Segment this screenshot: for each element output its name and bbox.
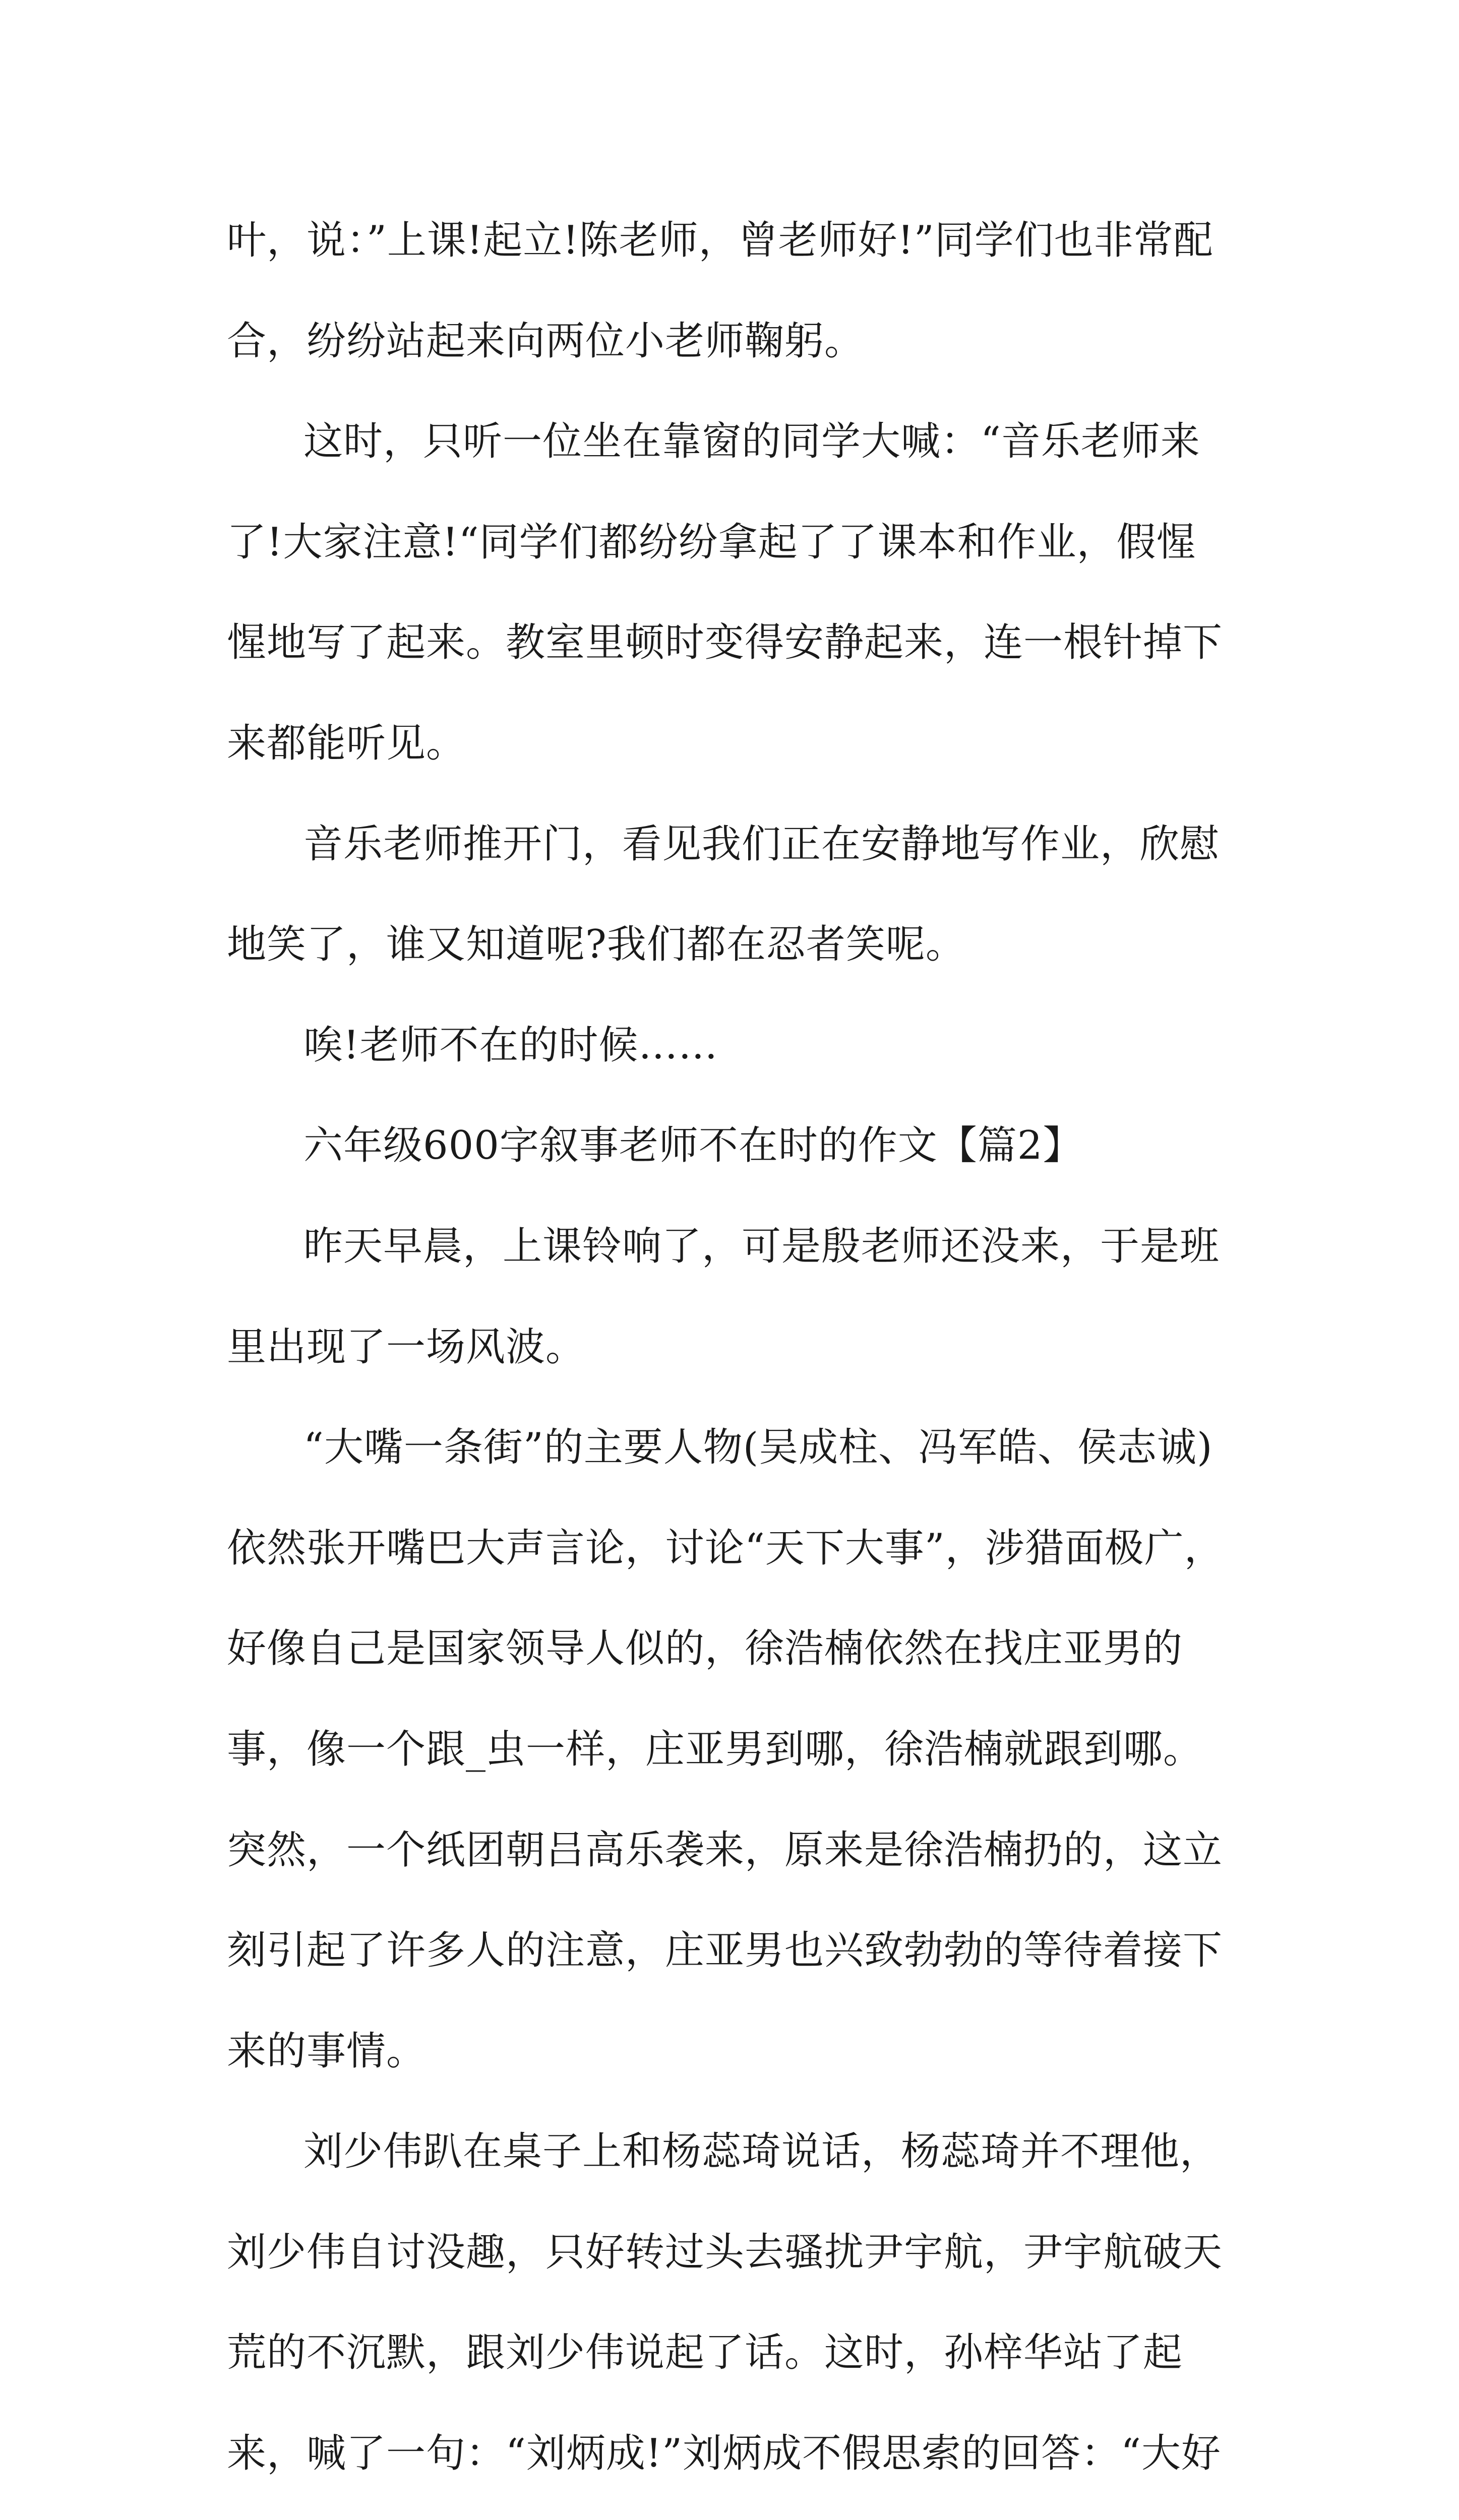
paragraph-4: 唉!老师不在的时候……: [303, 1022, 718, 1068]
paragraph-3: 音乐老师推开门，看见我们正在安静地写作业，欣慰地笑了，谁又知道呢?我们都在忍者笑呢。: [227, 821, 1220, 968]
paragraph-5: 昨天早晨，上课铃响了，可是殷老师还没来，于是班里出现了一场风波。: [227, 1223, 1220, 1370]
paragraph-2: 这时，只听一位坐在靠窗的同学大喊：“音乐老师来了!大家注意!“同学们都纷纷拿起了了课本和作业，假惺惺地写了起来。教室里顿时变得安静起来，连一根针掉下来都能听见。: [227, 419, 1223, 766]
document-body: [227, 191, 1235, 2520]
paragraph-6: “大嘴一条街”的主要人物(吴成柱、冯军皓、侯志诚)依然张开嘴巴大声言论，讨论“天下大事”，涉猎面极广，好像自己是国家领导人似的，徐浩楠依然在找庄亚男的事，像一个跟_虫一样，庄亚男到哪，徐浩楠就跟到哪。突然，一个纸团朝吕高乐袭来，原来是徐浩楠扔的，这立刻引起了许多人的注意，庄亚男也兴致勃勃的等待着接下来的事情。: [227, 1425, 1224, 2074]
paragraph-1: 叶，说：”上课!起立!陈老师，曾老师好!”同学们也非常配合，纷纷站起来向两位小老师鞠躬。: [227, 218, 1213, 364]
section-heading: 六年级600字叙事老师不在时的作文【篇2】: [303, 1123, 1083, 1169]
paragraph-7: 刘少伟趴在桌子上和杨蕊琦说话，杨蕊琦并不理他，刘少伟自讨没趣，只好转过头去骚扰尹宇航，尹宇航破天荒的不沉默，跟刘少伟说起了话。这时，孙梓华站了起来，喊了一句：“刘炳成!”刘炳成不假思索的回答：“大好: [227, 2129, 1223, 2477]
